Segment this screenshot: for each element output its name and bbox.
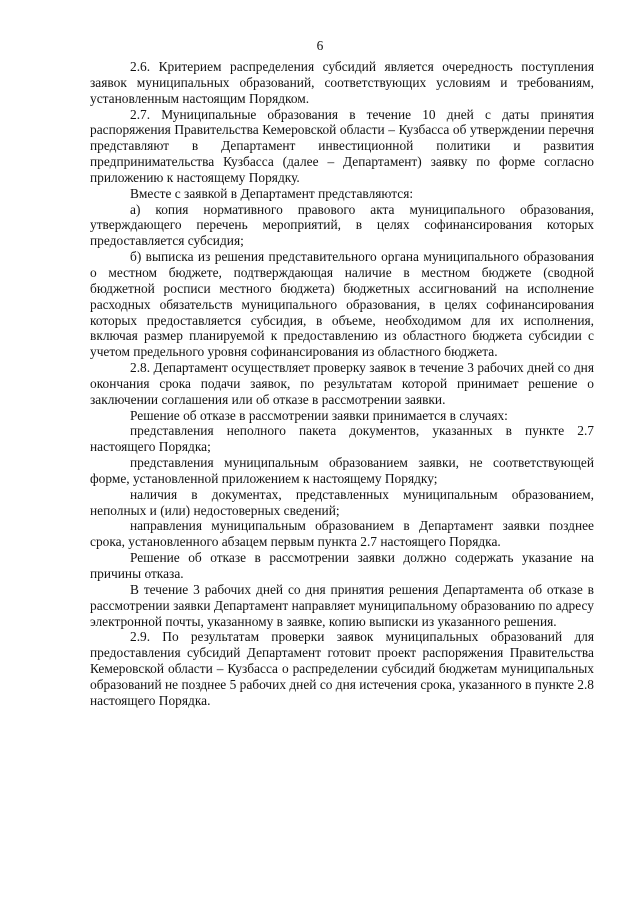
page-number: 6 bbox=[316, 38, 324, 53]
paragraph-attachments-intro: Вместе с заявкой в Департамент представляются: bbox=[130, 185, 414, 201]
paragraph-refusal-case-4: направления муниципальным образованием в Департамент заявки позднее срока, установленного абзацем первым пункта 2.7 настоящего Порядка. bbox=[90, 518, 594, 550]
paragraph-refusal-cases-intro: Решение об отказе в рассмотрении заявки принимается в случаях: bbox=[130, 407, 508, 423]
paragraph-2-6: 2.6. Критерием распределения субсидий является очередность поступления заявок муниципальных образований, соответствующих условиям и требованиям, установленным настоящим Порядком. bbox=[90, 59, 594, 106]
paragraph-item-a: а) копия нормативного правового акта муниципального образования, утверждающего перечень мероприятий, в целях софинансирования которых предоставляется субсидия; bbox=[90, 201, 594, 249]
paragraph-2-7: 2.7. Муниципальные образования в течение 10 дней с даты принятия распоряжения Правительства Кемеровской области – Кузбасса об утверждении перечня представляют в Департамент инвестиционной политики и развития предпринимательства Кузбасса (далее – Департамент) заявку по форме согласно приложению к настоящему Порядку. bbox=[90, 106, 594, 185]
document-body bbox=[90, 59, 594, 709]
paragraph-2-9: 2.9. По результатам проверки заявок муниципальных образований для предоставления субсидий Департамент готовит проект распоряжения Правительства Кемеровской области – Кузбасса о распределении субсидий бюджетам муниципальных образований не позднее 5 рабочих дней со дня истечения срока, указанного в пункте 2.8 настоящего Порядка. bbox=[90, 629, 594, 708]
paragraph-refusal-reasons: Решение об отказе в рассмотрении заявки должно содержать указание на причины отказа. bbox=[90, 550, 594, 581]
paragraph-refusal-case-3: наличия в документах, представленных муниципальным образованием, неполных и (или) недостоверных сведений; bbox=[90, 486, 594, 518]
paragraph-refusal-case-1: представления неполного пакета документов, указанных в пункте 2.7 настоящего Порядка; bbox=[90, 423, 594, 455]
paragraph-item-b: б) выписка из решения представительного органа муниципального образования о местном бюджете, подтверждающая наличие в местном бюджете (сводной бюджетной росписи местного бюджета) бюджетных ассигнований на исполнение расходных обязательств муниципального образования, в целях софинансирования которых предоставляется субсидия, в объеме, необходимом для их исполнения, включая размер планируемой к предоставлению из областного бюджета субсидии с учетом предельного уровня софинансирования из областного бюджета. bbox=[90, 249, 594, 360]
paragraph-refusal-case-2: представления муниципальным образованием заявки, не соответствующей форме, установленной приложением к настоящему Порядку; bbox=[90, 455, 594, 486]
paragraph-refusal-notice: В течение 3 рабочих дней со дня принятия решения Департамента об отказе в рассмотрении заявки Департамент направляет муниципальному образованию по адресу электронной почты, указанному в заявке, копию выписки из указанного решения. bbox=[90, 581, 594, 629]
paragraph-2-8: 2.8. Департамент осуществляет проверку заявок в течение 3 рабочих дней со дня окончания срока подачи заявок, по результатам которой принимает решение о заключении соглашения или об отказе в рассмотрении заявки. bbox=[90, 360, 594, 407]
